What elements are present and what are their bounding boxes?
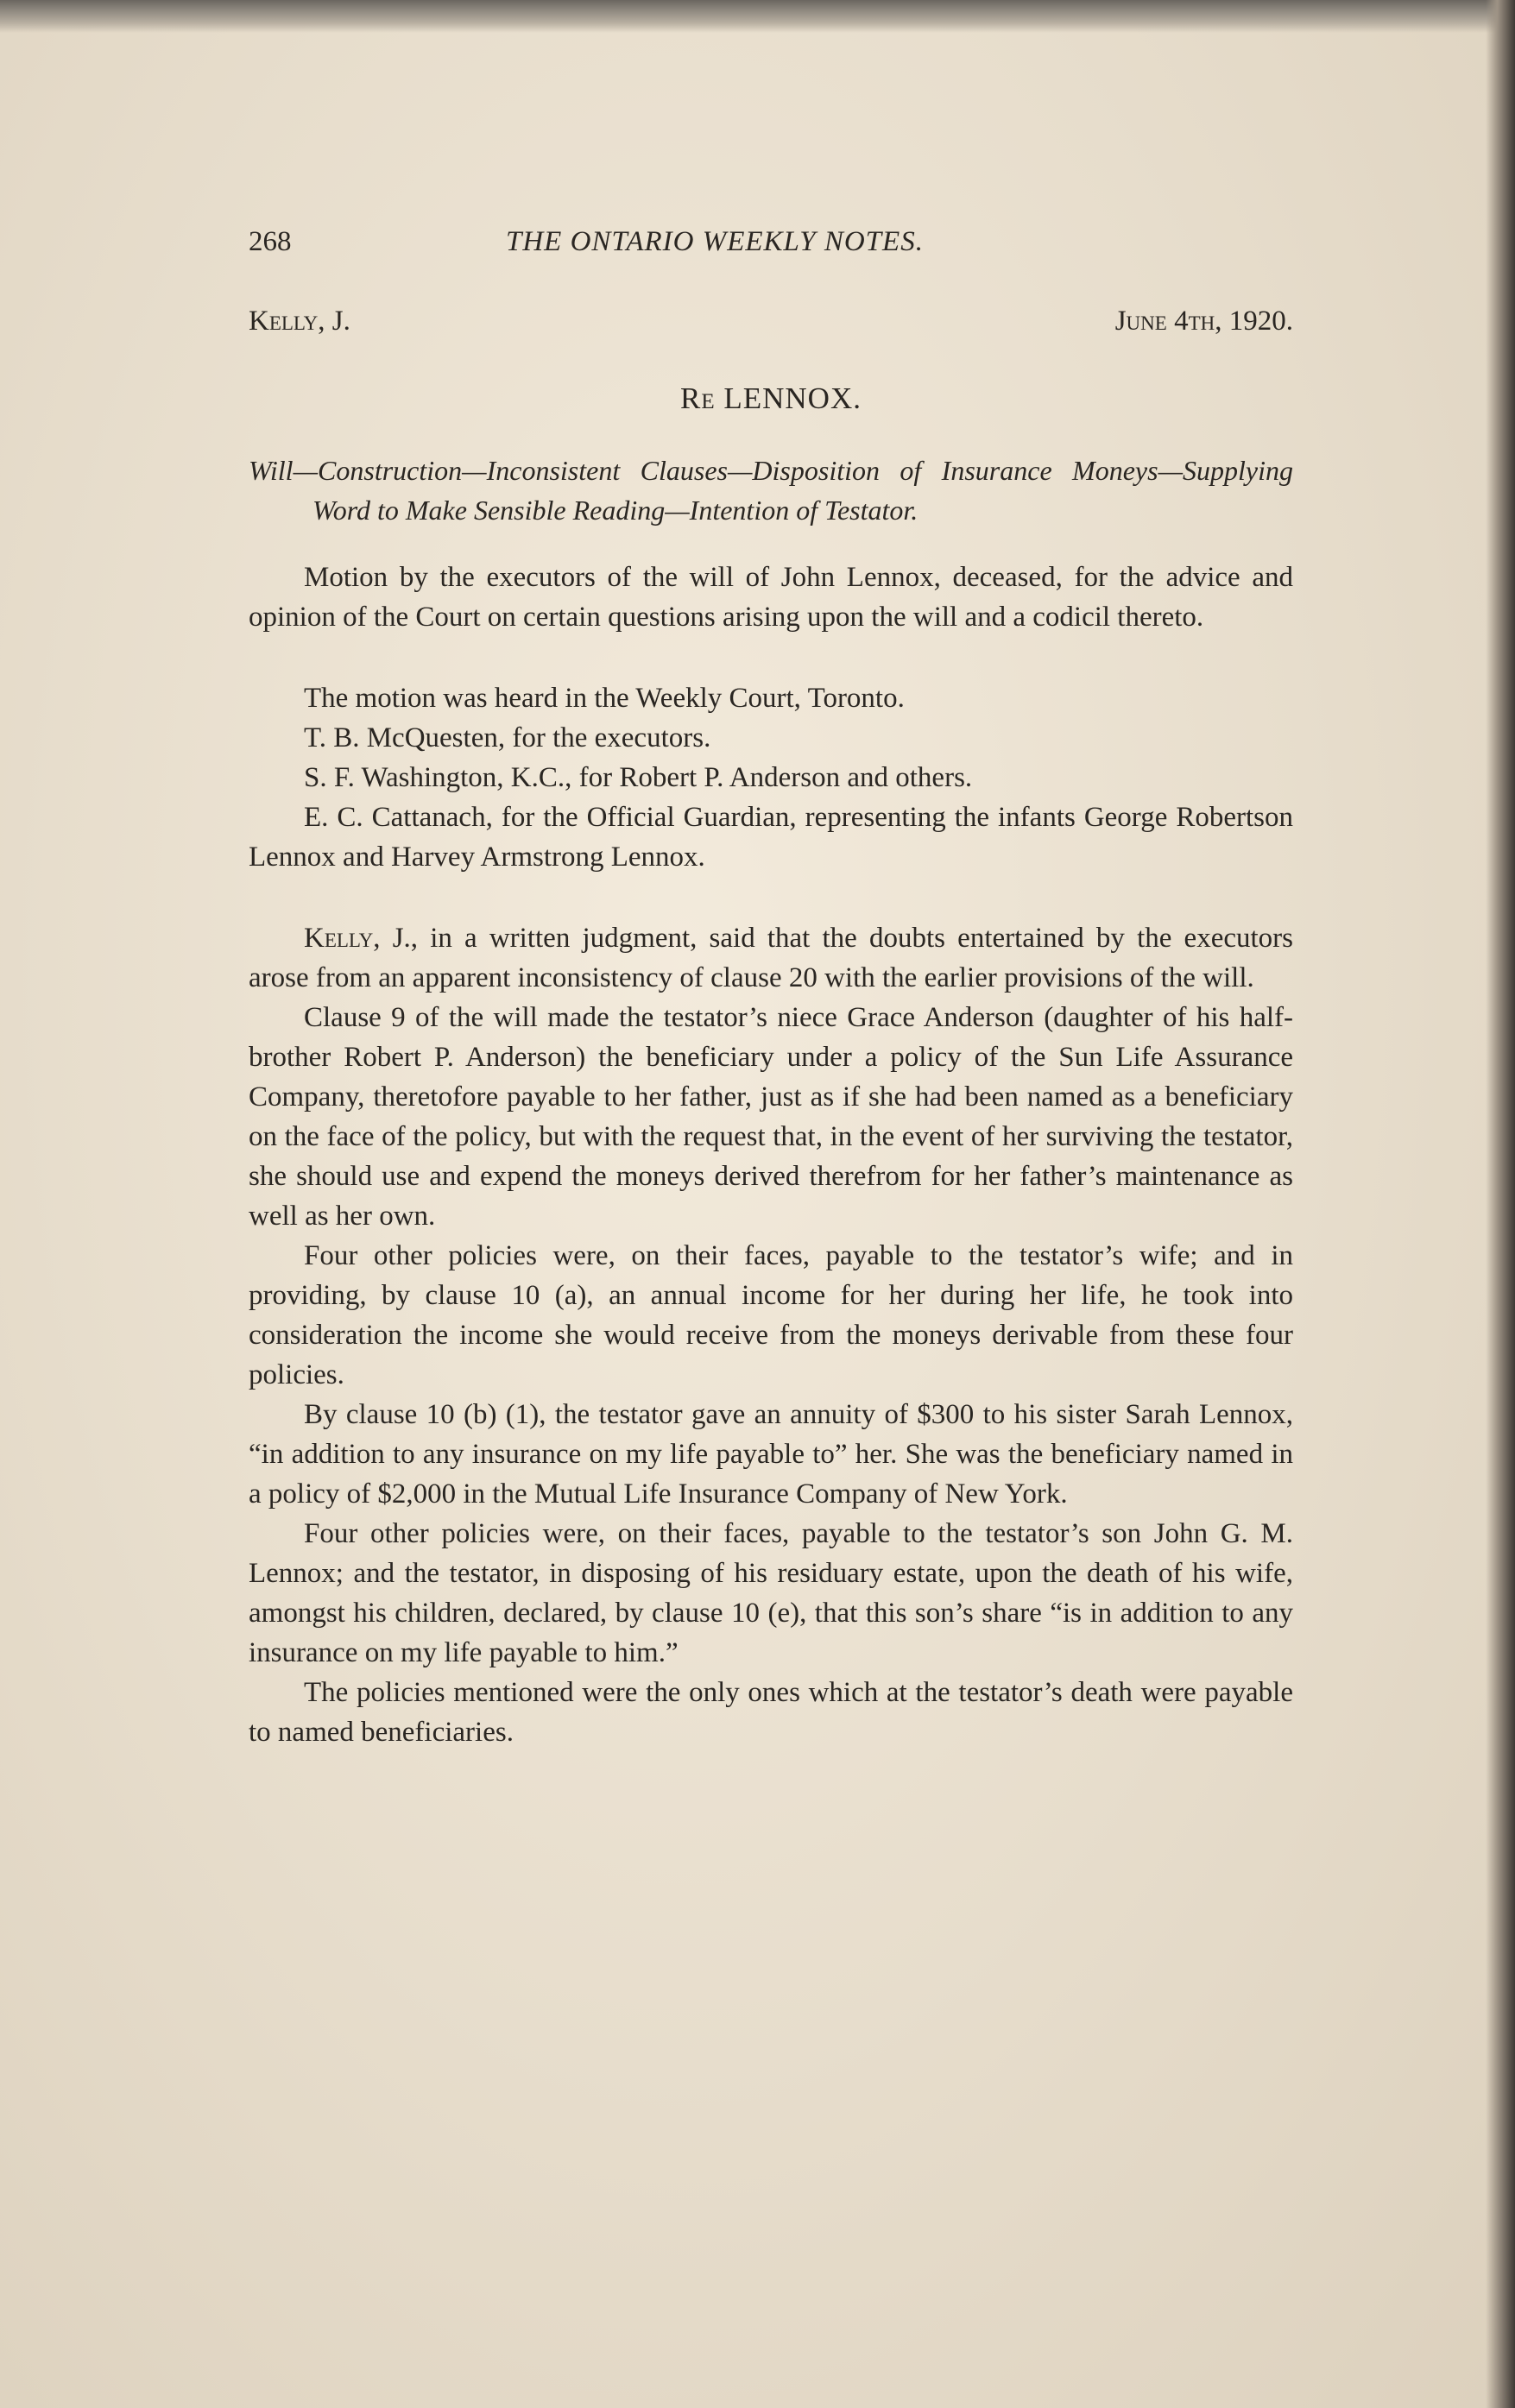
case-title-prefix: Re xyxy=(680,381,716,415)
judgment-paragraph-son-policies: Four other policies were, on their faces, payable to the testator’s son John G. M. Lennox; and the testator, in disposing of his residuary estate, upon the death of his wife, amongst his children, declared, by clause 10 (e), that this son’s share “is in addition to any insurance on my life payable to him.” xyxy=(249,1518,1293,1668)
journal-title: THE ONTARIO WEEKLY NOTES. xyxy=(506,226,924,257)
judge-name: Kelly, J. xyxy=(249,306,350,337)
case-title-name: LENNOX. xyxy=(723,381,862,415)
decision-date: June 4th, 1920. xyxy=(1114,306,1293,337)
judgment-paragraph-named-beneficiaries: The policies mentioned were the only ones which at the testator’s death were payable to named beneficiaries. xyxy=(249,1677,1293,1748)
judgment-paragraph-clause-9: Clause 9 of the will made the testator’s niece Grace Anderson (daughter of his half-brother Robert P. Anderson) the beneficiary under a policy of the Sun Life Assurance Company, theretofore payable to her father, just as if she had been named as a beneficiary on the face of the policy, but with the request that, in the event of her surviving the testator, she should use and expend the moneys derived therefrom for her father’s maintenance as well as her own. xyxy=(249,1002,1293,1232)
page-content xyxy=(249,226,1293,1752)
hearing-block xyxy=(249,678,1293,877)
book-spine-shadow xyxy=(1486,0,1515,2408)
judgment-paragraph-wife-policies: Four other policies were, on their faces, payable to the testator’s wife; and in providing, by clause 10 (a), an annual income for her during her life, he took into consideration the income she would receive from the moneys derivable from these four policies. xyxy=(249,1240,1293,1390)
judgment-block xyxy=(249,918,1293,1752)
page-number: 268 xyxy=(249,226,292,257)
motion-paragraph: Motion by the executors of the will of John Lennox, deceased, for the advice and opinion of the Court on certain questions arising upon the will and a codicil thereto. xyxy=(249,562,1293,633)
judgment-opening xyxy=(249,918,1293,998)
judge-date-line xyxy=(249,306,1293,349)
counsel-anderson: S. F. Washington, K.C., for Robert P. Anderson and others. xyxy=(304,762,973,793)
judgment-paragraph-sister-annuity: By clause 10 (b) (1), the testator gave an annuity of $300 to his sister Sarah Lennox, “in addition to any insurance on my life payable to” her. She was the beneficiary named in a policy of $2,000 in the Mutual Life Insurance Company of New York. xyxy=(249,1399,1293,1510)
counsel-official-guardian: E. C. Cattanach, for the Official Guardian, representing the infants George Robertson Lennox and Harvey Armstrong Lennox. xyxy=(249,802,1293,873)
counsel-executors: T. B. McQuesten, for the executors. xyxy=(304,722,711,753)
case-title xyxy=(249,381,1293,416)
page-top-shadow xyxy=(0,0,1515,33)
headnote: Will—Construction—Inconsistent Clauses—Disposition of Insurance Moneys—Supplying Word to Make Sensible Reading—Intention of Testator. xyxy=(249,455,1293,526)
judgment-opening-text: , in a written judgment, said that the doubts entertained by the executors arose from an apparent inconsistency of clause 20 with the earlier provisions of the will. xyxy=(249,923,1293,993)
judgment-judge-ref: Kelly, J. xyxy=(304,923,411,954)
hearing-location: The motion was heard in the Weekly Court, Toronto. xyxy=(304,683,905,714)
running-head xyxy=(249,226,1293,269)
